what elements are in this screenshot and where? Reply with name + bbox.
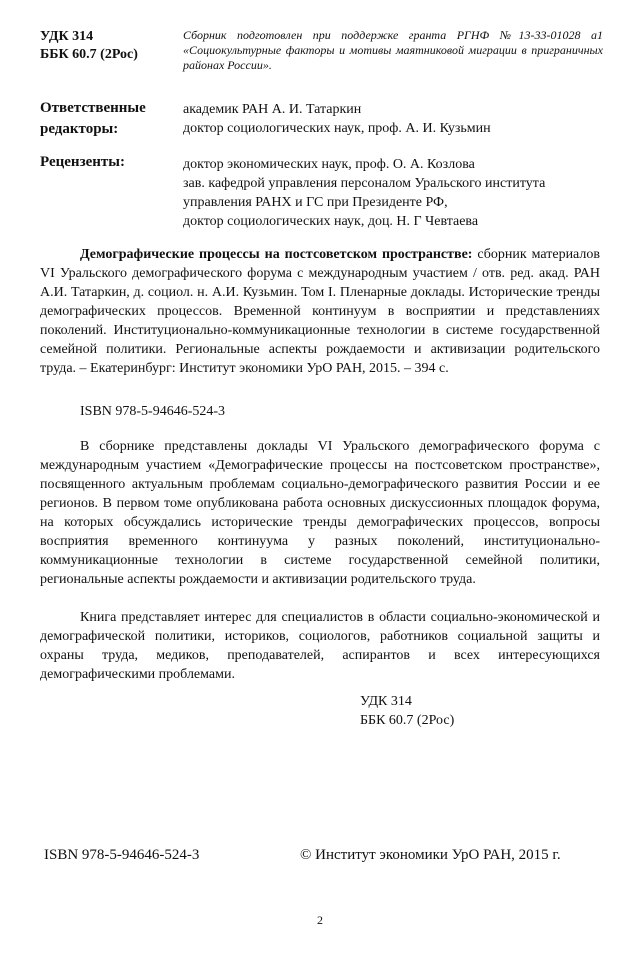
editors-label-line2: редакторы: xyxy=(40,121,119,137)
footer-copyright: © Институт экономики УрО РАН, 2015 г. xyxy=(300,847,561,863)
abstract-paragraph-2: Книга представляет интерес для специалистов в области социально-экономической и демографической политики, историков, социологов, работников социальной защиты и охраны труда, медиков, преподавателей, аспирантов и всех интересующихся демографическими проблемами. xyxy=(40,610,600,682)
udk-block xyxy=(40,28,138,64)
reviewer-line: доктор социологических наук, доц. Н. Г Чевтаева xyxy=(183,214,479,229)
abstract-paragraph-1: В сборнике представлены доклады VI Уральского демографического форума с международным участием «Демографические процессы на постсоветском пространстве», посвященного актуальным проблемам социально-демографического развития России и ее регионов. В первом томе опубликована работа основных дискуссионных площадок форума, на которых обсуждались исторические тренды демографических процессов, вопросы восприятия временного континуума у разных поколений, институционально-коммуникационные технологии в системе государственной семейной политики, региональные аспекты рождаемости и активизации родительского труда. xyxy=(40,439,600,587)
bottom-bbk-code: ББК 60.7 (2Рос) xyxy=(360,713,455,728)
description-body: сборник материалов VI Уральского демографического форума с международным участием / отв. ред. акад. РАН А.И. Татаркин, д. социол. н. А.И. Кузьмин. Том I. Пленарные доклады. Исторические тренды демографических процессов. Временной континуум в восприятии и представлениях поколений. Институционально-коммуникационные технологии в системе государственной семейной политики. Региональные аспекты рождаемости и активизации родительского труда. – Екатеринбург: Институт экономики УрО РАН, 2015. – 394 с. xyxy=(40,247,600,376)
bottom-udk-block xyxy=(360,692,454,730)
udk-code: УДК 314 xyxy=(40,29,94,44)
page-number: 2 xyxy=(317,913,323,927)
footer-isbn: ISBN 978-5-94646-524-3 xyxy=(44,847,200,863)
reviewer-line: доктор экономических наук, проф. О. А. Козлова xyxy=(183,157,475,172)
reviewers-label: Рецензенты: xyxy=(40,154,125,170)
bottom-udk-code: УДК 314 xyxy=(360,694,412,709)
reviewer-line: управления РАНХ и ГС при Президенте РФ, xyxy=(183,195,448,210)
reviewers-list xyxy=(183,155,545,231)
editors-label xyxy=(40,98,146,140)
bbk-code: ББК 60.7 (2Рос) xyxy=(40,47,138,62)
bibliographic-description xyxy=(40,245,600,378)
editors-label-line1: Ответственные xyxy=(40,100,146,116)
collection-title: Демографические процессы на постсоветском пространстве: xyxy=(80,247,473,262)
editors-list xyxy=(183,100,491,138)
reviewer-line: зав. кафедрой управления персоналом Уральского института xyxy=(183,176,546,191)
isbn-line: ISBN 978-5-94646-524-3 xyxy=(80,404,226,419)
editor-name: академик РАН А. И. Татаркин xyxy=(183,102,362,117)
editor-name: доктор социологических наук, проф. А. И. Кузьмин xyxy=(183,121,491,136)
grant-note: Сборник подготовлен при поддержке гранта РГНФ №13-33-01028 а1 «Социокультурные факторы и мотивы маятниковой миграции в приграничных районах России». xyxy=(183,28,603,72)
